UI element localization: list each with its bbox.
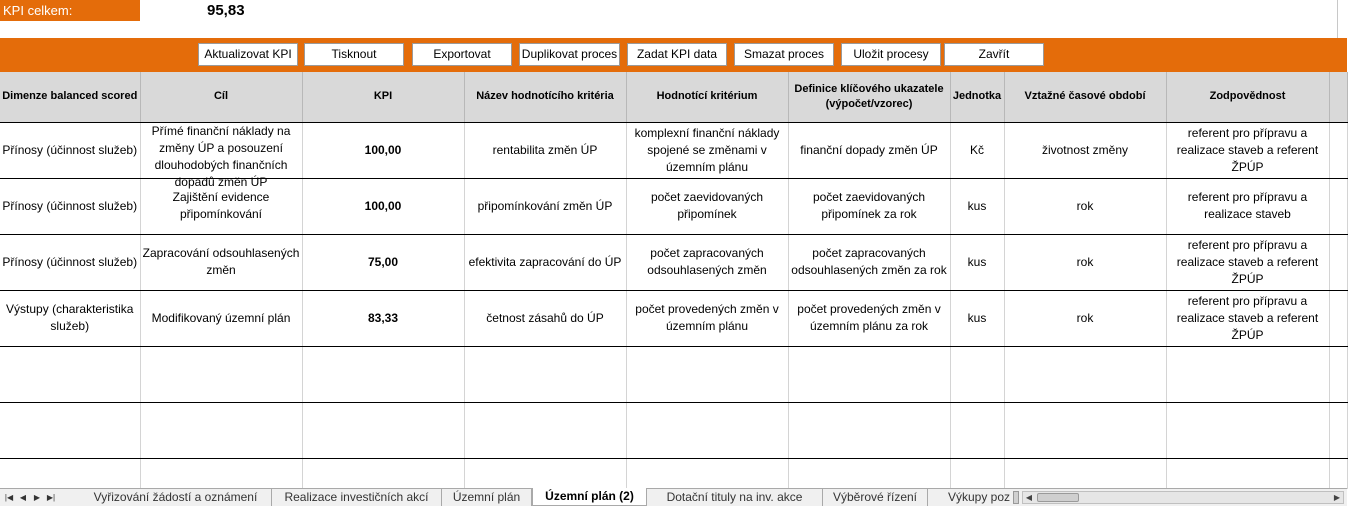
horizontal-scrollbar[interactable] [1022, 491, 1344, 504]
table-cell[interactable] [950, 402, 1004, 458]
table-cell[interactable] [626, 458, 788, 489]
prev-sheet-icon[interactable]: ◀ [19, 493, 27, 502]
table-cell[interactable]: četnost zásahů do ÚP [464, 290, 626, 346]
table-cell[interactable]: počet zaevidovaných připomínek [626, 178, 788, 234]
table-cell[interactable] [1329, 402, 1347, 458]
table-cell[interactable] [1329, 178, 1347, 234]
export-button[interactable]: Exportovat [412, 43, 512, 66]
table-cell[interactable]: Přínosy (účinnost služeb) [0, 178, 140, 234]
table-cell[interactable] [302, 458, 464, 489]
table-cell[interactable] [0, 346, 140, 402]
sheet-tab-bar [0, 488, 1347, 506]
table-cell[interactable] [626, 402, 788, 458]
kpi-total-value: 95,83 [207, 2, 245, 19]
table-cell[interactable]: efektivita zapracování do ÚP [464, 234, 626, 290]
table-cell[interactable] [788, 458, 950, 489]
table-cell[interactable] [1329, 234, 1347, 290]
sheet-tab[interactable]: Územní plán [442, 489, 532, 506]
table-cell[interactable]: rok [1004, 234, 1166, 290]
first-sheet-icon[interactable]: |◀ [4, 493, 14, 502]
scroll-right-icon[interactable]: ▶ [1333, 493, 1341, 502]
table-cell[interactable] [0, 458, 140, 489]
table-cell[interactable] [1166, 402, 1329, 458]
table-cell[interactable] [464, 346, 626, 402]
column-header[interactable]: Vztažné časové období [1004, 72, 1166, 122]
enter-kpi-data-button[interactable]: Zadat KPI data [627, 43, 727, 66]
table-cell[interactable]: rok [1004, 178, 1166, 234]
empty-row [0, 346, 1347, 402]
table-cell[interactable] [1004, 346, 1166, 402]
column-header[interactable]: KPI [302, 72, 464, 122]
table-cell[interactable]: Zajištění evidence připomínkování [140, 178, 302, 234]
empty-row [0, 402, 1347, 458]
table-cell[interactable] [1166, 346, 1329, 402]
table-row [0, 290, 1347, 346]
scroll-left-icon[interactable]: ◀ [1025, 493, 1033, 502]
header-row [0, 72, 1347, 122]
kpi-value-cell[interactable]: 83,33 [302, 290, 464, 346]
print-button[interactable]: Tisknout [304, 43, 404, 66]
table-cell[interactable]: Zapracování odsouhlasených změn [140, 234, 302, 290]
column-header[interactable]: Dimenze balanced scored [0, 72, 140, 122]
table-cell[interactable]: počet provedených změn v územním plánu [626, 290, 788, 346]
table-cell[interactable]: Výstupy (charakteristika služeb) [0, 290, 140, 346]
table-cell[interactable]: referent pro přípravu a realizace staveb a referent ŽPÚP [1166, 234, 1329, 290]
kpi-value-cell[interactable]: 75,00 [302, 234, 464, 290]
sheet-tab[interactable]: Výkupy poz [948, 490, 1011, 504]
table-cell[interactable]: Přínosy (účinnost služeb) [0, 234, 140, 290]
column-header[interactable]: Zodpovědnost [1166, 72, 1329, 122]
table-row [0, 234, 1347, 290]
table-cell[interactable]: referent pro přípravu a realizace staveb a referent ŽPÚP [1166, 122, 1329, 178]
column-header[interactable]: Název hodnotícího kritéria [464, 72, 626, 122]
table-cell[interactable] [302, 346, 464, 402]
table-cell[interactable] [140, 402, 302, 458]
table-cell[interactable]: připomínkování změn ÚP [464, 178, 626, 234]
table-cell[interactable]: Kč [950, 122, 1004, 178]
table-cell[interactable] [788, 346, 950, 402]
table-cell[interactable]: počet zapracovaných odsouhlasených změn za rok [788, 234, 950, 290]
table-cell[interactable]: referent pro přípravu a realizace staveb [1166, 178, 1329, 234]
table-cell[interactable] [1329, 290, 1347, 346]
table-cell[interactable] [0, 402, 140, 458]
save-processes-button[interactable]: Uložit procesy [841, 43, 941, 66]
table-cell[interactable] [1329, 346, 1347, 402]
kpi-table [0, 72, 1348, 489]
table-cell[interactable] [464, 402, 626, 458]
delete-process-button[interactable]: Smazat proces [734, 43, 834, 66]
table-cell[interactable]: počet zapracovaných odsouhlasených změn [626, 234, 788, 290]
table-cell[interactable]: kus [950, 290, 1004, 346]
table-cell[interactable]: kus [950, 234, 1004, 290]
table-cell[interactable] [950, 458, 1004, 489]
table-cell[interactable]: Modifikovaný územní plán [140, 290, 302, 346]
table-cell[interactable] [950, 346, 1004, 402]
table-cell[interactable]: životnost změny [1004, 122, 1166, 178]
column-header-empty[interactable] [1329, 72, 1347, 122]
table-cell[interactable] [464, 458, 626, 489]
table-cell[interactable] [1166, 458, 1329, 489]
tab-split-handle[interactable] [1013, 491, 1019, 504]
table-cell[interactable]: počet zaevidovaných připomínek za rok [788, 178, 950, 234]
table-cell[interactable]: komplexní finanční náklady spojené se změnami v územním plánu [626, 122, 788, 178]
kpi-value-cell[interactable]: 100,00 [302, 122, 464, 178]
table-cell[interactable] [140, 458, 302, 489]
scroll-thumb[interactable] [1037, 493, 1079, 502]
table-cell[interactable] [626, 346, 788, 402]
duplicate-process-button[interactable]: Duplikovat proces [519, 43, 620, 66]
sheet-tab[interactable]: Vyřizování žádostí a oznámení [80, 489, 272, 506]
table-cell[interactable] [302, 402, 464, 458]
column-header[interactable]: Definice klíčového ukazatele (výpočet/vzorec) [788, 72, 950, 122]
table-cell[interactable] [1004, 458, 1166, 489]
last-sheet-icon[interactable]: ▶| [46, 493, 56, 502]
table-cell[interactable] [140, 346, 302, 402]
table-cell[interactable]: finanční dopady změn ÚP [788, 122, 950, 178]
table-cell[interactable] [788, 402, 950, 458]
table-row [0, 122, 1347, 178]
table-cell[interactable] [1004, 402, 1166, 458]
toolbar [0, 38, 1347, 72]
sheet-tab[interactable]: Realizace investičních akcí [272, 489, 442, 506]
refresh-kpi-button[interactable]: Aktualizovat KPI [198, 43, 298, 66]
close-button[interactable]: Zavřít [944, 43, 1044, 66]
table-cell[interactable]: Přínosy (účinnost služeb) [0, 122, 140, 178]
kpi-value-cell[interactable]: 100,00 [302, 178, 464, 234]
table-cell[interactable] [1329, 458, 1347, 489]
table-cell[interactable]: rentabilita změn ÚP [464, 122, 626, 178]
column-divider [1337, 0, 1338, 38]
sheet-tab-active[interactable]: Územní plán (2) [532, 488, 647, 506]
table-cell[interactable]: rok [1004, 290, 1166, 346]
next-sheet-icon[interactable]: ▶ [33, 493, 41, 502]
table-cell[interactable]: kus [950, 178, 1004, 234]
column-header[interactable]: Jednotka [950, 72, 1004, 122]
column-header[interactable]: Cíl [140, 72, 302, 122]
table-cell[interactable]: referent pro přípravu a realizace staveb a referent ŽPÚP [1166, 290, 1329, 346]
empty-row [0, 458, 1347, 489]
sheet-tab[interactable]: Dotační tituly na inv. akce [647, 489, 823, 506]
sheet-tab[interactable]: Výběrové řízení [823, 489, 928, 506]
table-cell[interactable]: Přímé finanční náklady na změny ÚP a posouzení dlouhodobých finančních dopadů změn ÚP [140, 122, 302, 178]
table-cell[interactable]: počet provedených změn v územním plánu za rok [788, 290, 950, 346]
column-header[interactable]: Hodnotící kritérium [626, 72, 788, 122]
kpi-total-label: KPI celkem: [0, 0, 140, 21]
table-cell[interactable] [1329, 122, 1347, 178]
